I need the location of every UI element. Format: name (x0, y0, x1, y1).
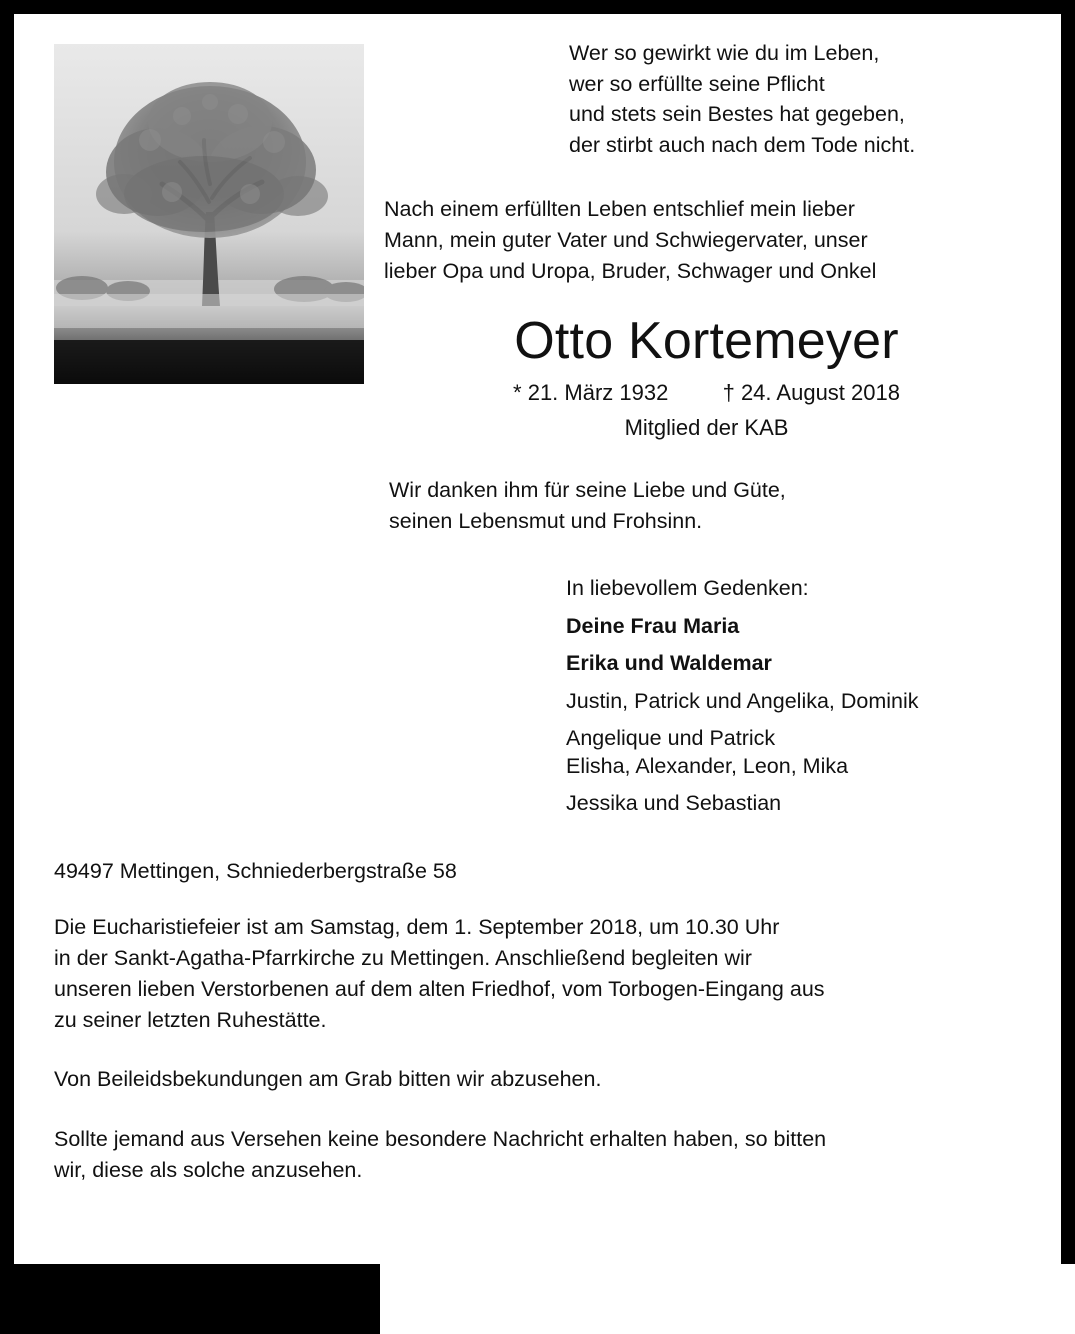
notice-line: wir, diese als solche anzusehen. (54, 1157, 363, 1182)
notice-sheet (14, 14, 1061, 1264)
verse-block (569, 38, 1029, 160)
verse-line: Wer so gewirkt wie du im Leben, (569, 41, 880, 65)
notice-paragraph (54, 1124, 1029, 1186)
mourner-entry: Erika und Waldemar (566, 651, 772, 676)
intro-line: Nach einem erfüllten Leben entschlief mein lieber (384, 197, 855, 222)
notice-content (54, 38, 1029, 1186)
mourner-entry: Justin, Patrick und Angelika, Dominik (566, 688, 919, 713)
mourners-block (566, 578, 1029, 815)
service-line: unseren lieben Verstorbenen auf dem alten Friedhof, vom Torbogen-Eingang aus (54, 977, 825, 1002)
verse-line: wer so erfüllte seine Pflicht (569, 71, 825, 96)
deceased-name: Otto Kortemeyer (514, 311, 899, 370)
verse-line: der stirbt auch nach dem Tode nicht. (569, 132, 916, 157)
bottom-white-notch (380, 1264, 1075, 1334)
notice-line: Sollte jemand aus Versehen keine besondere Nachricht erhalten haben, so bitten (54, 1126, 827, 1151)
mourner-entry: Deine Frau Maria (566, 613, 740, 638)
thanks-line: Wir danken ihm für seine Liebe und Güte, (389, 478, 786, 503)
life-dates (384, 380, 1029, 406)
service-line: zu seiner letzten Ruhestätte. (54, 1008, 327, 1033)
mourner-entry: Angelique und Patrick (566, 726, 776, 751)
verse-line: und stets sein Bestes hat gegeben, (569, 102, 905, 127)
membership-line: Mitglied der KAB (624, 415, 789, 441)
birth-date: * 21. März 1932 (513, 380, 669, 406)
service-line: in der Sankt-Agatha-Pfarrkirche zu Mettingen. Anschließend begleiten wir (54, 945, 752, 970)
service-line: Die Eucharistiefeier ist am Samstag, dem 1. September 2018, um 10.30 Uhr (54, 914, 780, 939)
condolences-note: Von Beileidsbekundungen am Grab bitten wir abzusehen. (54, 1067, 602, 1092)
death-date: † 24. August 2018 (722, 380, 900, 406)
intro-line: Mann, mein guter Vater und Schwiegervater, unser (384, 228, 868, 253)
service-paragraph (54, 912, 1029, 1037)
thanks-block (389, 475, 1029, 536)
address-line: 49497 Mettingen, Schniederbergstraße 58 (54, 858, 457, 883)
intro-block (384, 194, 1029, 288)
mourners-heading: In liebevollem Gedenken: (566, 576, 809, 601)
mourner-entry: Elisha, Alexander, Leon, Mika (566, 753, 849, 778)
mourner-entry: Jessika und Sebastian (566, 791, 782, 816)
intro-line: lieber Opa und Uropa, Bruder, Schwager und Onkel (384, 259, 877, 284)
thanks-line: seinen Lebensmut und Frohsinn. (389, 508, 703, 533)
